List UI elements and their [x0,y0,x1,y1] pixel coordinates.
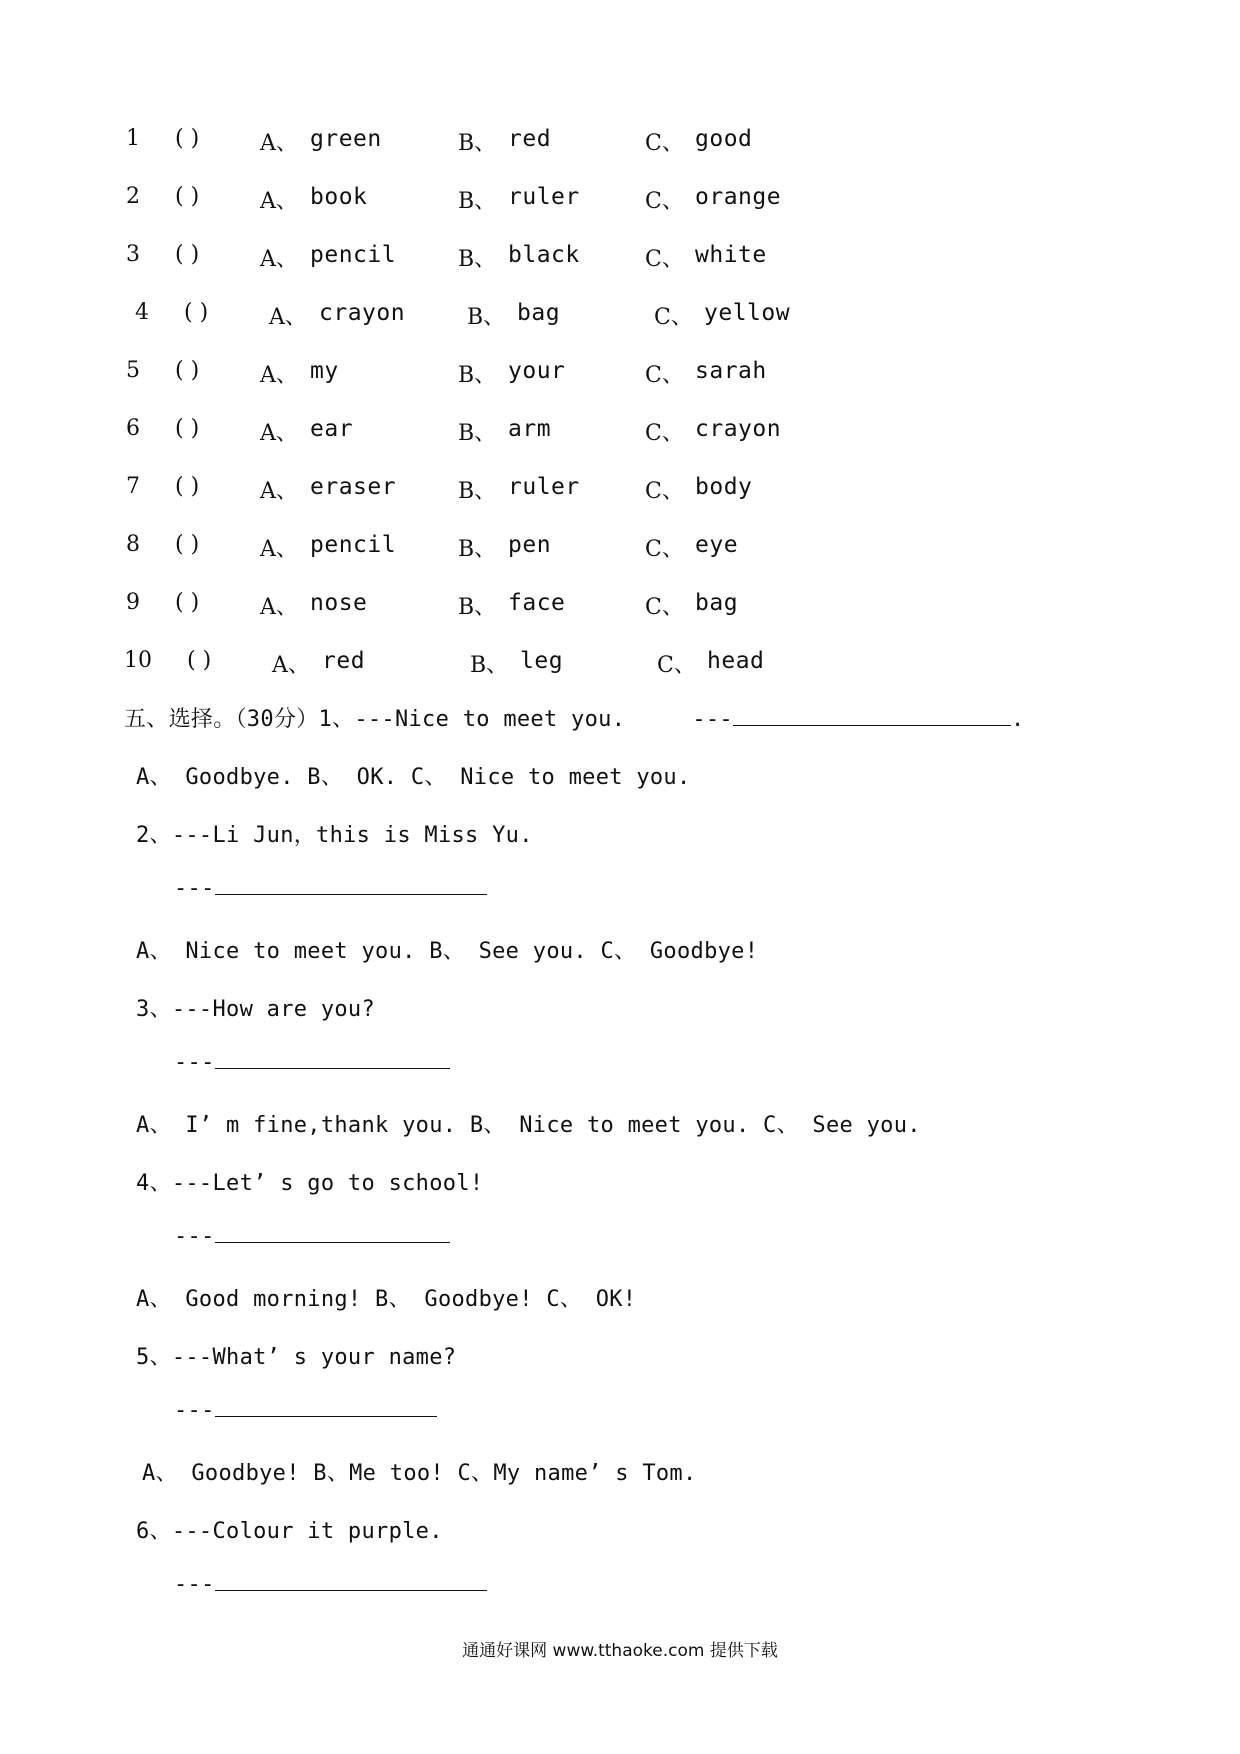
answer-parentheses[interactable]: ( ) [175,358,200,383]
option-c-letter: C、 [645,421,684,446]
option-a-letter: A、 [260,189,298,214]
option-a-letter: A、 [260,421,298,446]
option-c-word: eye [695,532,739,558]
option-c-word: bag [695,590,739,616]
answer-parentheses[interactable]: ( ) [175,126,200,151]
option-b-letter: B、 [458,595,497,620]
option-b-letter: B、 [458,363,497,388]
option-c-letter: C、 [645,189,684,214]
q6-answer [174,1572,487,1597]
footer-text: 通通好课网 www.tthaoke.com 提供下载 [462,1641,778,1661]
option-a-letter: A、 [260,479,298,504]
q3-answer-blank[interactable] [215,1050,450,1069]
option-b-word: arm [508,416,552,442]
option-a-word: eraser [310,474,397,500]
q4-options: A、 Good morning! B、 Goodbye! C、 OK! [136,1287,637,1312]
option-a-letter: A、 [269,305,307,330]
option-b-word: ruler [508,184,580,210]
option-b-word: black [508,242,580,268]
answer-parentheses[interactable]: ( ) [175,416,200,441]
q2-answer [174,876,487,901]
option-a-word: pencil [310,242,397,268]
question-number: 6 [126,416,140,441]
option-c-word: white [695,242,767,268]
option-a-letter: A、 [260,131,298,156]
option-a-word: red [322,648,366,674]
q1-end: . [1010,707,1025,732]
q2-answer-blank[interactable] [215,876,487,895]
option-c-letter: C、 [645,363,684,388]
option-b-word: bag [517,300,561,326]
q5-answer-prefix: --- [174,1398,215,1423]
option-b-letter: B、 [458,131,497,156]
answer-parentheses[interactable]: ( ) [175,242,200,267]
question-number: 10 [124,648,152,673]
option-c-letter: C、 [645,131,684,156]
option-b-word: your [508,358,566,384]
answer-parentheses[interactable]: ( ) [184,300,209,325]
question-number: 9 [126,590,140,615]
question-number: 7 [126,474,140,499]
option-b-letter: B、 [458,189,497,214]
option-a-word: ear [310,416,354,442]
q4-answer-prefix: --- [174,1224,215,1249]
q5-answer-blank[interactable] [215,1398,437,1417]
option-a-word: green [310,126,382,152]
option-c-letter: C、 [657,653,696,678]
option-b-letter: B、 [458,479,497,504]
question-number: 8 [126,532,140,557]
option-b-letter: B、 [458,421,497,446]
q5-prompt: 5、---What’ s your name? [136,1345,457,1370]
part5-heading-text: 五、选择。（30分）1、---Nice to meet you. [124,707,626,732]
answer-parentheses[interactable]: ( ) [175,474,200,499]
option-a-word: my [310,358,339,384]
option-a-word: book [310,184,368,210]
option-a-letter: A、 [260,537,298,562]
option-c-word: orange [695,184,782,210]
option-a-word: pencil [310,532,397,558]
option-a-letter: A、 [260,247,298,272]
q4-answer-blank[interactable] [215,1224,450,1243]
q3-answer [174,1050,450,1075]
option-b-letter: B、 [470,653,509,678]
q3-prompt: 3、---How are you? [136,997,376,1022]
q3-answer-prefix: --- [174,1050,215,1075]
option-c-letter: C、 [654,305,693,330]
option-c-word: crayon [695,416,782,442]
option-c-word: good [695,126,753,152]
q1-options: A、 Goodbye. B、 OK. C、 Nice to meet you. [136,765,691,790]
option-c-word: yellow [704,300,791,326]
option-c-word: body [695,474,753,500]
q5-options: A、 Goodbye! B、Me too! C、My name’ s Tom. [142,1461,697,1486]
question-number: 5 [126,358,140,383]
option-a-letter: A、 [260,595,298,620]
option-a-word: nose [310,590,368,616]
q1-answer-blank[interactable] [733,707,1011,726]
option-c-letter: C、 [645,537,684,562]
q5-answer [174,1398,437,1423]
q6-answer-prefix: --- [174,1572,215,1597]
answer-parentheses[interactable]: ( ) [175,184,200,209]
q2-answer-prefix: --- [174,876,215,901]
option-a-letter: A、 [260,363,298,388]
option-c-letter: C、 [645,595,684,620]
question-number: 4 [135,300,149,325]
answer-parentheses[interactable]: ( ) [175,590,200,615]
q4-prompt: 4、---Let’ s go to school! [136,1171,484,1196]
option-c-word: head [707,648,765,674]
part5-heading [124,702,1025,733]
q6-prompt: 6、---Colour it purple. [136,1519,443,1544]
option-b-word: pen [508,532,552,558]
question-number: 3 [126,242,140,267]
option-b-letter: B、 [458,247,497,272]
option-c-letter: C、 [645,479,684,504]
q1-answer-prefix: --- [692,707,733,732]
option-a-word: crayon [319,300,406,326]
answer-parentheses[interactable]: ( ) [187,648,212,673]
option-b-word: leg [520,648,564,674]
option-b-letter: B、 [458,537,497,562]
option-c-letter: C、 [645,247,684,272]
option-b-word: face [508,590,566,616]
option-b-word: red [508,126,552,152]
option-a-letter: A、 [272,653,310,678]
q2-prompt: 2、---Li Jun，this is Miss Yu. [136,823,533,848]
option-b-word: ruler [508,474,580,500]
option-b-letter: B、 [467,305,506,330]
q3-options: A、 I’ m fine,thank you. B、 Nice to meet you. C、 See you. [136,1113,921,1138]
option-c-word: sarah [695,358,767,384]
q2-options: A、 Nice to meet you. B、 See you. C、 Goodbye! [136,939,759,964]
q6-answer-blank[interactable] [215,1572,487,1591]
question-number: 1 [126,126,140,151]
q4-answer [174,1224,450,1249]
question-number: 2 [126,184,140,209]
answer-parentheses[interactable]: ( ) [175,532,200,557]
